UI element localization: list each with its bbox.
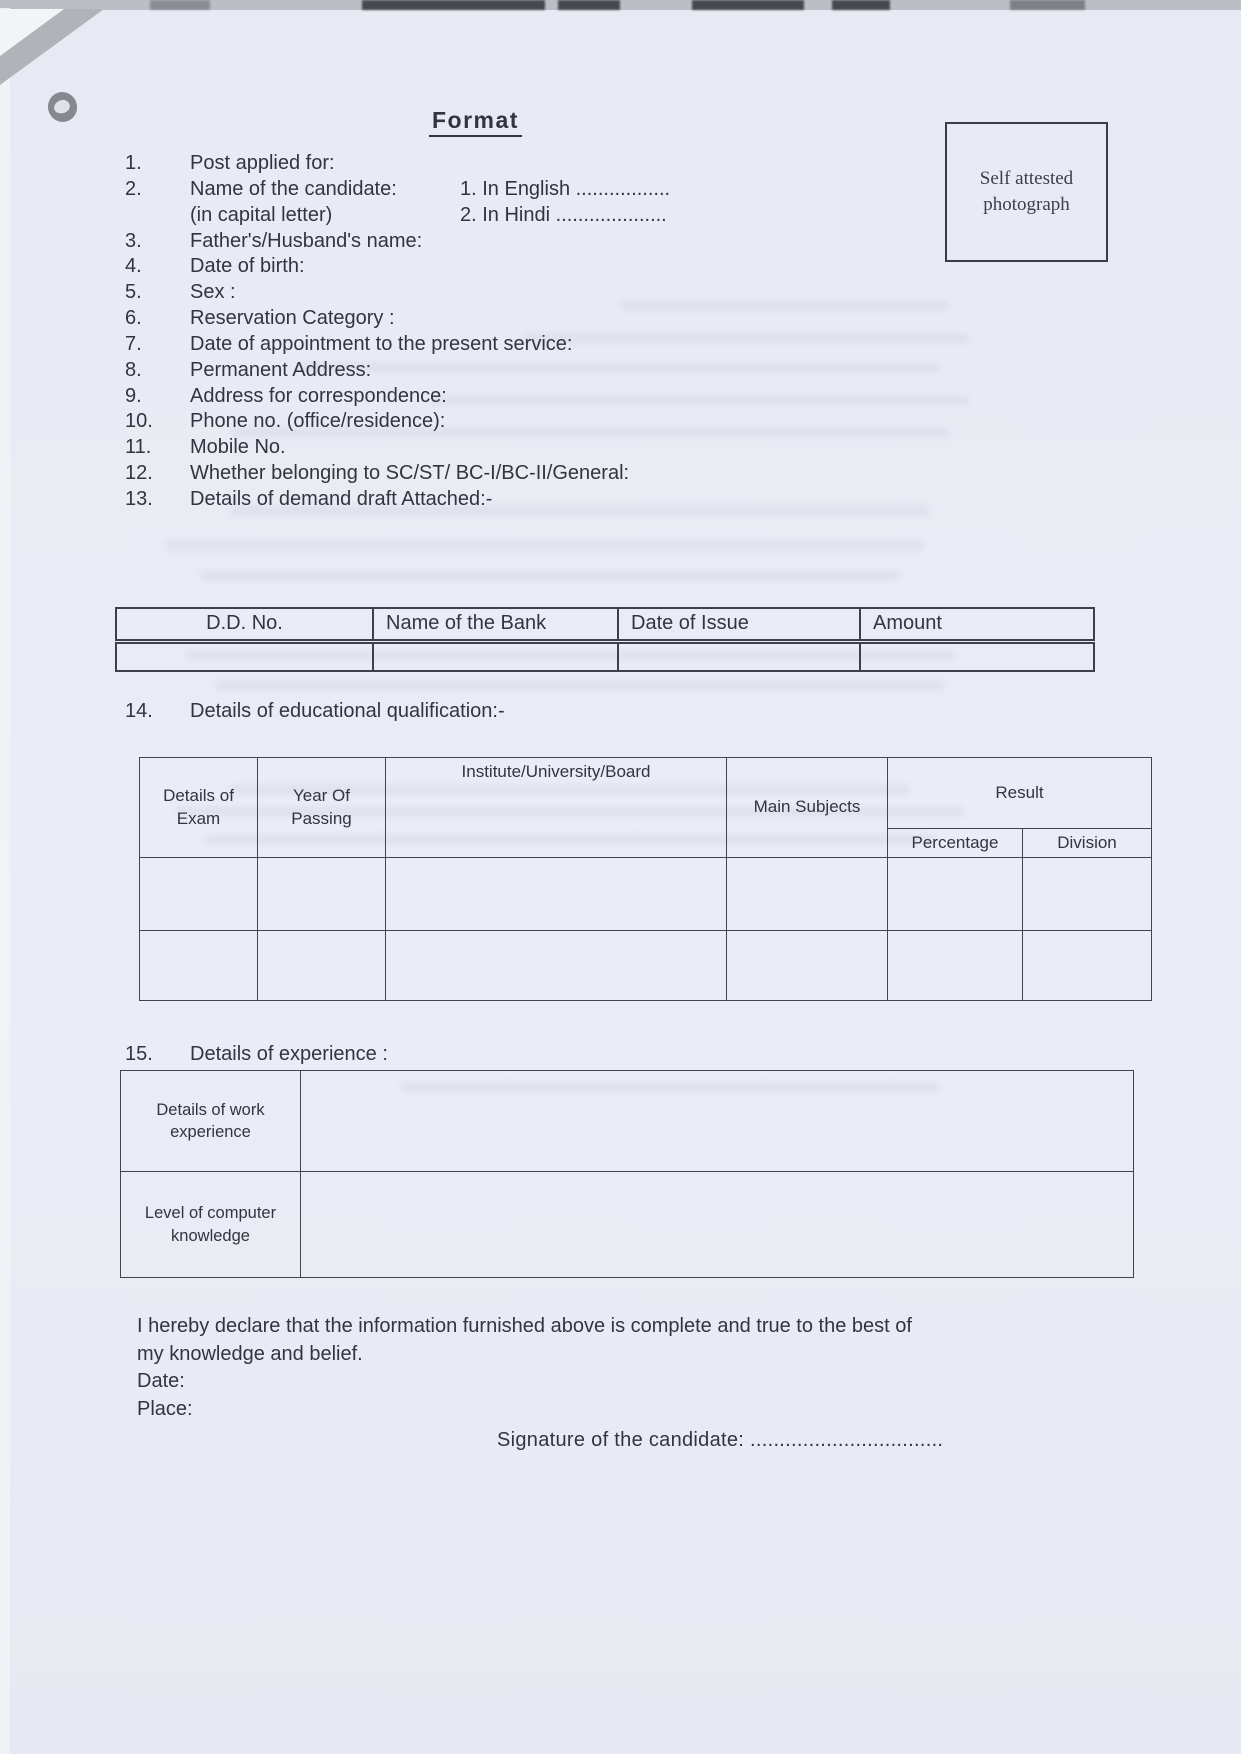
photo-box — [945, 122, 1108, 262]
item-label: Phone no. (office/residence): — [190, 410, 446, 433]
name-hindi-line: 2. In Hindi .................... — [460, 203, 667, 226]
item-label: Permanent Address: — [190, 358, 372, 381]
declaration-text: I hereby declare that the information furnished above is complete and true to the best of my knowledge and belief. — [137, 1315, 912, 1365]
edu-col-result: Result — [888, 758, 1152, 829]
page-title: Format — [429, 107, 522, 137]
punch-hole-mark — [44, 88, 81, 125]
dd-header-row — [116, 608, 1094, 642]
edu-cell — [140, 858, 258, 931]
edu-col-institute: Institute/University/Board — [386, 758, 727, 858]
dd-col-amount: Amount — [860, 608, 1094, 642]
edu-cell — [1023, 858, 1152, 931]
dd-col-date: Date of Issue — [618, 608, 860, 642]
edu-cell — [258, 931, 386, 1001]
item-label: Date of appointment to the present service: — [190, 332, 573, 355]
edu-cell — [258, 858, 386, 931]
edu-cell — [1023, 931, 1152, 1001]
item-label: Post applied for: — [190, 152, 335, 174]
page-corner-fold — [0, 9, 104, 85]
edu-cell — [386, 858, 727, 931]
form-item-1: 1. Post applied for: — [125, 151, 670, 177]
bleed-through-smudge — [215, 680, 945, 691]
form-item-5: 5. Sex : — [125, 280, 670, 306]
work-experience-label: Details of work experience — [121, 1071, 301, 1172]
form-item-6: 6. Reservation Category : — [125, 306, 670, 332]
exp-cell — [301, 1071, 1134, 1172]
experience-row — [121, 1172, 1134, 1278]
item-label: Sex : — [190, 281, 236, 304]
item-label: Date of birth: — [190, 255, 305, 278]
date-label: Date: — [137, 1370, 185, 1392]
item-label: Name of the candidate: — [190, 177, 397, 200]
section-14-heading: 14. Details of educational qualification:- — [125, 700, 505, 722]
edu-col-exam: Details of Exam — [140, 758, 258, 858]
scan-left-margin — [0, 8, 10, 1754]
form-item-13: 13. Details of demand draft Attached:- — [125, 487, 670, 513]
edu-cell — [386, 931, 727, 1001]
item-sublabel: (in capital letter) — [190, 203, 333, 226]
edu-cell — [140, 931, 258, 1001]
signature-line: Signature of the candidate: ................................. — [497, 1429, 944, 1451]
form-item-list — [125, 151, 670, 513]
education-qualification-table — [139, 757, 1152, 1001]
form-item-3: 3. Father's/Husband's name: — [125, 229, 670, 255]
experience-table — [120, 1070, 1134, 1278]
edu-empty-row — [140, 931, 1152, 1001]
bleed-through-smudge — [165, 540, 925, 551]
section-label: Details of educational qualification:- — [190, 700, 505, 722]
dd-cell — [860, 642, 1094, 672]
demand-draft-table — [115, 607, 1095, 672]
form-item-7: 7. Date of appointment to the present service: — [125, 332, 670, 358]
declaration-block — [137, 1313, 943, 1423]
section-15-heading: 15. Details of experience : — [125, 1043, 388, 1065]
computer-knowledge-label: Level of computer knowledge — [121, 1172, 301, 1278]
edu-col-year: Year Of Passing — [258, 758, 386, 858]
edu-cell — [727, 858, 888, 931]
dd-empty-row — [116, 642, 1094, 672]
edu-cell — [727, 931, 888, 1001]
item-label: Whether belonging to SC/ST/ BC-I/BC-II/General: — [190, 462, 630, 485]
item-label: Address for correspondence: — [190, 384, 447, 407]
edu-cell — [888, 931, 1023, 1001]
dd-cell — [373, 642, 618, 672]
item-label: Father's/Husband's name: — [190, 229, 423, 252]
form-item-2: 2. Name of the candidate: (in capital letter) 1. In English ................. 2. In Hindi .................... — [125, 177, 670, 229]
dd-cell — [618, 642, 860, 672]
edu-empty-row — [140, 858, 1152, 931]
edu-col-subjects: Main Subjects — [727, 758, 888, 858]
section-label: Details of experience : — [190, 1043, 388, 1065]
item-label: Reservation Category : — [190, 307, 395, 330]
edu-col-percentage: Percentage — [888, 829, 1023, 858]
experience-row — [121, 1071, 1134, 1172]
item-label: Mobile No. — [190, 436, 286, 459]
exp-cell — [301, 1172, 1134, 1278]
bleed-through-smudge — [200, 570, 900, 581]
dd-col-bank: Name of the Bank — [373, 608, 618, 642]
edu-header-row — [140, 758, 1152, 829]
edu-cell — [888, 858, 1023, 931]
dd-cell — [116, 642, 373, 672]
scan-edge-strip — [0, 0, 1241, 10]
item-label: Details of demand draft Attached:- — [190, 487, 493, 510]
form-item-10: 10. Phone no. (office/residence): — [125, 409, 670, 435]
form-item-9: 9. Address for correspondence: — [125, 384, 670, 410]
photo-box-label: Self attested photograph — [979, 168, 1074, 215]
edu-col-division: Division — [1023, 829, 1152, 858]
form-item-11: 11. Mobile No. — [125, 435, 670, 461]
place-label: Place: — [137, 1397, 193, 1420]
form-item-4: 4. Date of birth: — [125, 254, 670, 280]
form-item-12: 12. Whether belonging to SC/ST/ BC-I/BC-II/General: — [125, 461, 670, 487]
name-english-line: 1. In English ................. — [460, 177, 671, 200]
dd-col-number: D.D. No. — [116, 608, 373, 642]
form-item-8: 8. Permanent Address: — [125, 358, 670, 384]
